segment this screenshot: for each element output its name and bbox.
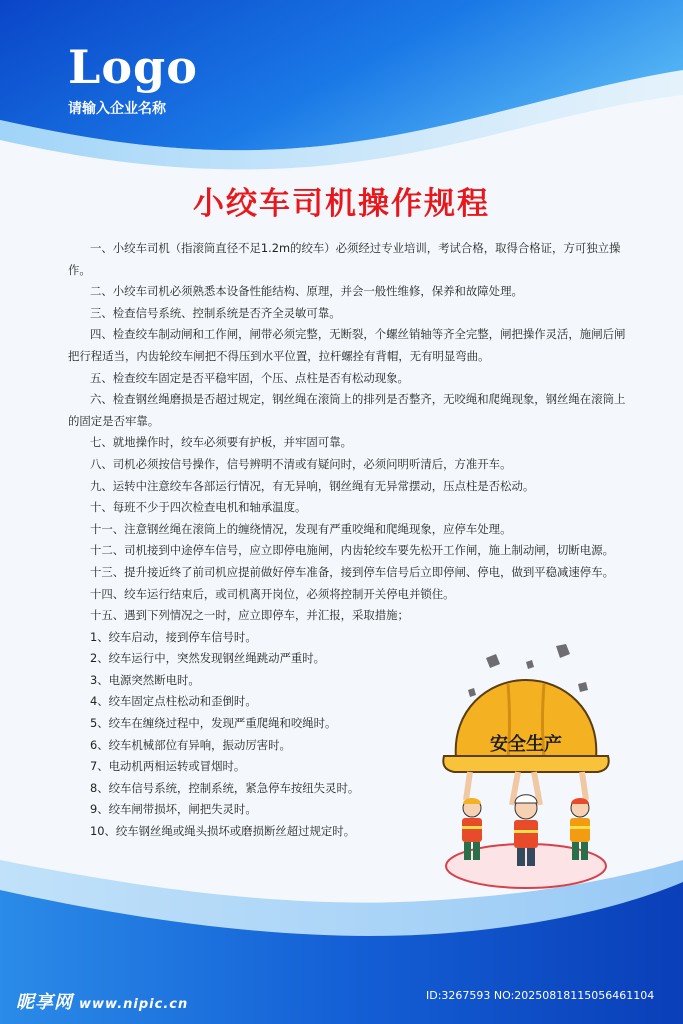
logo: Logo (68, 40, 198, 94)
list-item: 2、绞车运行中，突然发现钢丝绳跳动严重时。 (90, 651, 326, 666)
list-item: 1、绞车启动，接到停车信号时。 (90, 629, 257, 644)
site-url: www.nipic.cn (79, 997, 189, 1012)
paragraph: 七、就地操作时，绞车必须要有护板，并牢固可靠。 (90, 435, 352, 450)
paragraph: 八、司机必须按信号操作，信号辨明不清或有疑问时，必须问明听清后，方准开车。 (90, 456, 512, 471)
helmet-label: 安全生产 (490, 734, 562, 755)
paragraph: 十五、遇到下列情况之一时，应立即停车，并汇报，采取措施； (90, 608, 409, 623)
list-item: 10、绞车钢丝绳或绳头损坏或磨损断丝超过规定时。 (90, 824, 356, 839)
list-item: 8、绞车信号系统，控制系统，紧急停车按纽失灵时。 (90, 780, 360, 795)
paragraph: 一、小绞车司机（指滚筒直径不足1.2m的绞车）必须经过专业培训，考试合格，取得合格证，方可独立操作。 (68, 241, 621, 277)
paragraph: 二、小绞车司机必须熟悉本设备性能结构、原理，并会一般性维修，保养和故障处理。 (90, 284, 523, 299)
site-name: 昵享网 (16, 992, 73, 1013)
list-item: 7、电动机两相运转或冒烟时。 (90, 759, 246, 774)
site-watermark (16, 988, 188, 1014)
paragraph: 十四、绞车运行结束后，或司机离开岗位，必须将控制开关停电并锁住。 (90, 586, 455, 601)
paragraph: 十三、提升接近终了前司机应提前做好停车准备，接到停车信号后立即停闸、停电，做到平稳减速停车。 (90, 564, 614, 579)
company-name: 请输入企业名称 (68, 101, 166, 117)
helmet-icon (443, 680, 608, 772)
paragraph: 四、检查绞车制动闸和工作闸，闸带必须完整，无断裂，个螺丝销轴等齐全完整，闸把操作灵活，施闸后闸把行程适当，内齿轮绞车闸把不得压到水平位置，拉杆螺拴有背帽，无有明显弯曲。 (68, 327, 626, 363)
paragraph: 十一、注意钢丝绳在滚筒上的缠绕情况，发现有严重咬绳和爬绳现象，应停车处理。 (90, 521, 512, 536)
paragraph: 三、检查信号系统、控制系统是否齐全灵敏可靠。 (90, 305, 341, 320)
paragraph: 五、检查绞车固定是否平稳牢固，个压、点柱是否有松动现象。 (90, 370, 409, 385)
safety-illustration (438, 640, 614, 892)
image-id-text: ID:3267593 NO:20250818115056461104 (426, 989, 655, 1002)
paragraph: 十、每班不少于四次检查电机和轴承温度。 (90, 500, 307, 515)
list-item: 5、绞车在缠绕过程中，发现严重爬绳和咬绳时。 (90, 716, 337, 731)
page-title: 小绞车司机操作规程 (193, 186, 490, 222)
paragraph: 九、运转中注意绞车各部运行情况，有无异响，钢丝绳有无异常摆动，压点柱是否松动。 (90, 478, 535, 493)
list-item: 4、绞车固定点柱松动和歪倒时。 (90, 694, 257, 709)
paragraph: 十二、司机接到中途停车信号，应立即停电施闸，内齿轮绞车要先松开工作闸，施上制动闸，切断电源。 (90, 543, 614, 558)
list-item: 6、绞车机械部位有异响，振动厉害时。 (90, 737, 291, 752)
list-item: 3、电源突然断电时。 (90, 672, 200, 687)
list-item: 9、绞车闸带损坏，闸把失灵时。 (90, 802, 257, 817)
paragraph: 六、检查钢丝绳磨损是否超过规定，钢丝绳在滚筒上的排列是否整齐，无咬绳和爬绳现象，钢丝绳在滚筒上的固定是否牢靠。 (68, 392, 626, 428)
